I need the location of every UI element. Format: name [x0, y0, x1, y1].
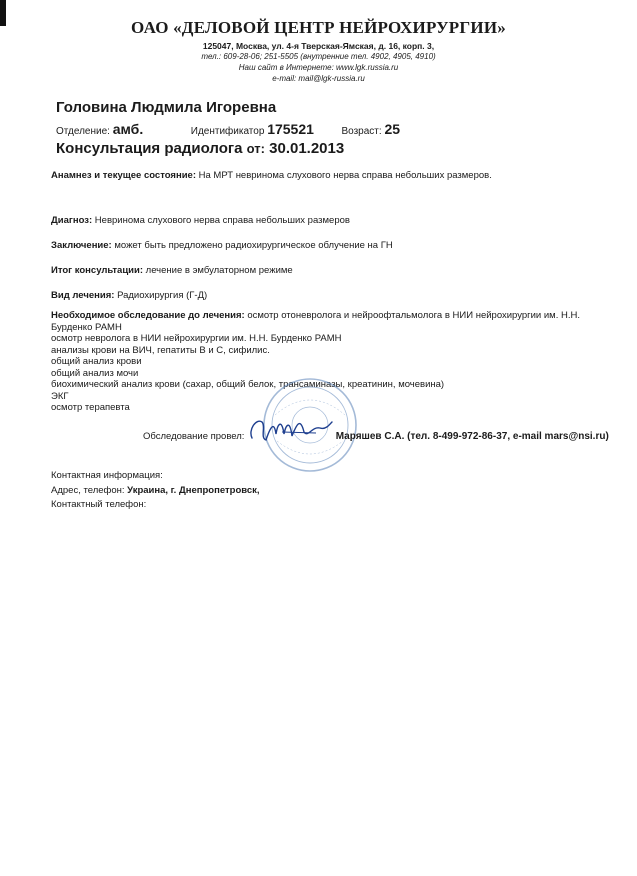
patient-meta: [56, 121, 400, 137]
consult-from-label: от:: [246, 141, 265, 156]
exam-item: анализы крови на ВИЧ, гепатиты В и С, сифилис.: [51, 344, 270, 356]
anamnesis-label: Анамнез и текущее состояние:: [51, 170, 196, 181]
exam-item: общий анализ крови: [51, 356, 142, 367]
dept-value: амб.: [112, 121, 144, 137]
contact-phone-label: Контактный телефон:: [51, 499, 147, 510]
anamnesis-line: [51, 170, 492, 182]
exam-item: биохимический анализ крови (сахар, общий белок, трансаминазы, креатинин, мочевина): [51, 379, 445, 390]
conclusion-label: Заключение:: [51, 240, 112, 251]
handwritten-signature: [246, 412, 336, 448]
patient-name: Головина Людмила Игоревна: [56, 99, 277, 116]
signature-line: [143, 431, 609, 442]
dept-label: Отделение:: [56, 126, 110, 137]
exams-first: осмотр отоневролога и нейроофтальмолога в НИИ нейрохирургии им. Н.Н.: [247, 310, 580, 321]
org-name: ОАО «ДЕЛОВОЙ ЦЕНТР НЕЙРОХИРУРГИИ»: [131, 18, 506, 37]
consult-title: [56, 140, 344, 157]
conclusion-value: может быть предложено радиохирургическое облучение на ГН: [114, 240, 393, 251]
exam-item: осмотр терапевта: [51, 402, 130, 413]
conclusion-line: [51, 240, 393, 252]
org-email: e-mail: mail@lgk-russia.ru: [272, 74, 365, 83]
contact-address-label: Адрес, телефон:: [51, 484, 125, 496]
treatment-value: Радиохирургия (Г-Д): [117, 290, 208, 301]
exam-item: общий анализ мочи: [51, 367, 139, 379]
contact-block: [51, 469, 260, 513]
exams-first-line: [51, 310, 611, 322]
consult-title-text: Консультация радиолога: [56, 140, 243, 157]
diagnosis-label: Диагноз:: [51, 215, 93, 226]
contact-address-value: Украина, г. Днепропетровск,: [127, 484, 260, 496]
anamnesis-value: На МРТ невринома слухового нерва справа небольших размеров.: [198, 170, 492, 181]
consult-date: 30.01.2013: [269, 140, 345, 157]
exam-item: осмотр невролога в НИИ нейрохирургии им. Н.Н. Бурденко РАМН: [51, 333, 342, 344]
treatment-label: Вид лечения:: [51, 290, 115, 301]
id-label: Идентификатор: [190, 126, 265, 137]
result-label: Итог консультации:: [51, 265, 144, 276]
signature-label: Обследование провел:: [143, 431, 245, 442]
exams-label: Необходимое обследование до лечения:: [51, 310, 245, 321]
age-label: Возраст:: [341, 126, 382, 137]
result-value: лечение в эмбулаторном режиме: [145, 265, 293, 276]
doctor-info: Маряшев С.А. (тел. 8-499-972-86-37, e-mail mars@nsi.ru): [335, 431, 609, 442]
org-site: Наш сайт в Интернете: www.lgk.russia.ru: [238, 63, 399, 72]
exam-item: ЭКГ: [51, 390, 69, 402]
treatment-line: [51, 290, 207, 302]
id-value: 175521: [267, 121, 314, 137]
contact-title: Контактная информация:: [51, 470, 163, 481]
exam-item: Бурденко РАМН: [51, 321, 122, 333]
diagnosis-value: Невринома слухового нерва справа небольших размеров: [94, 215, 350, 226]
contact-address-line: [51, 484, 260, 499]
org-address: 125047, Москва, ул. 4-я Тверская-Ямская, д. 16, корп. 3,: [202, 41, 435, 51]
result-line: [51, 265, 293, 277]
diagnosis-line: [51, 215, 350, 227]
org-phone: тел.: 609-28-06; 251-5505 (внутренние тел. 4902, 4905, 4910): [201, 52, 436, 61]
letterhead: [0, 18, 637, 84]
age-value: 25: [384, 121, 401, 137]
